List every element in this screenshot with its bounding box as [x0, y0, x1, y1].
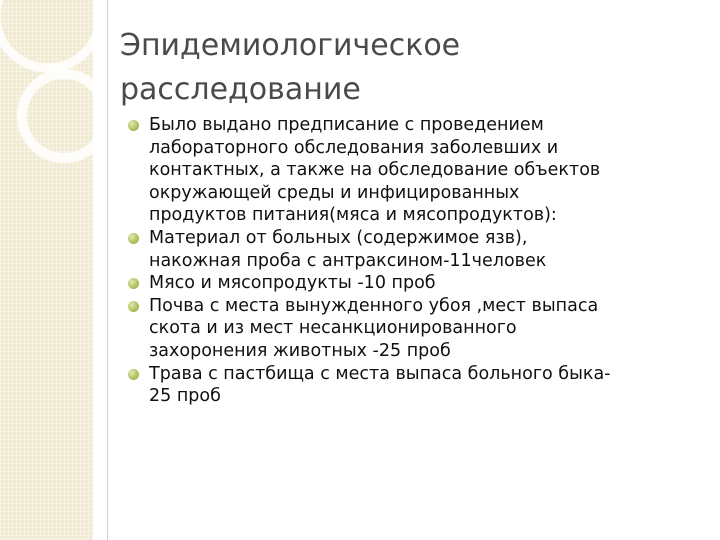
bullet-text-line: накожная проба с антраксином-11человек — [149, 250, 547, 271]
bullet-text-line: лабораторного обследования заболевших и — [149, 137, 559, 158]
bullet-text-line: Было выдано предписание с проведением — [149, 115, 544, 135]
slide-title-line-2: расследование — [120, 72, 361, 107]
bullet-text-line: контактных, а также на обследование объектов — [149, 160, 601, 181]
slide-title-line-1: Эпидемиологическое — [120, 28, 461, 63]
bullet-text-line: Трава с пастбища с места выпаса больного быка- — [149, 363, 611, 384]
bullet-text-line: Материал от больных (содержимое язв), — [149, 227, 528, 248]
bullet-dot-icon — [128, 369, 139, 380]
bullet-text-line: Мясо и мясопродукты -10 проб — [149, 273, 436, 294]
decorative-circles-graphic — [0, 0, 93, 200]
bullet-dot-icon — [128, 120, 139, 131]
bullet-text-line: окружающей среды и инфицированных — [149, 182, 520, 203]
slide-title — [120, 24, 700, 112]
bullet-item — [128, 363, 698, 408]
bullet-text-line: продуктов питания(мяса и мясопродуктов): — [149, 205, 557, 226]
bullet-list — [128, 114, 698, 408]
bullet-dot-icon — [128, 301, 139, 312]
bullet-dot-icon — [128, 278, 139, 289]
vertical-divider — [107, 0, 108, 540]
bullet-dot-icon — [128, 233, 139, 244]
bullet-item — [128, 272, 698, 295]
bullet-text-line: Почва с места вынужденного убоя ,мест выпаса — [149, 295, 599, 316]
bullet-item — [128, 295, 698, 363]
bullet-item — [128, 114, 698, 227]
bullet-item — [128, 227, 698, 272]
bullet-text-line: захоронения животных -25 проб — [149, 340, 451, 361]
bullet-text-line: 25 проб — [149, 386, 221, 407]
bullet-text-line: скота и из мест несанкционированного — [149, 318, 517, 339]
decorative-side-band — [0, 0, 93, 540]
